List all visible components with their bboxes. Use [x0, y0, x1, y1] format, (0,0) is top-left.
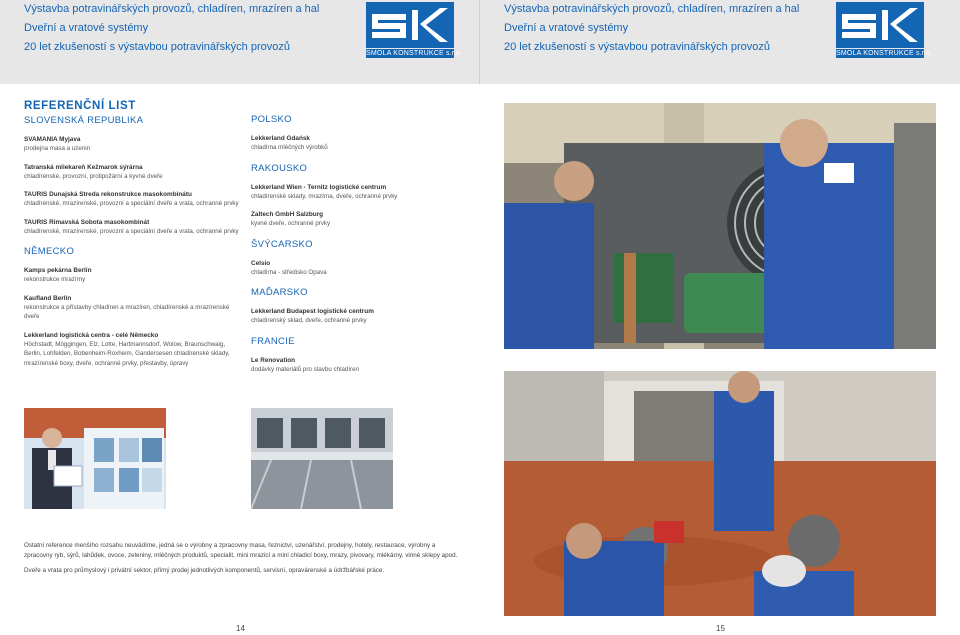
entry-name: TAURIS Rimavská Sobota masokombinát [24, 218, 150, 226]
tagline-line-3: 20 let zkušeností s výstavbou potravinářských provozů [24, 41, 290, 53]
entry-desc: chladírenský sklad, dveře, ochranné prvky [251, 317, 367, 324]
tagline-line-1: Výstavba potravinářských provozů, chladíren, mrazíren a hal [24, 3, 320, 15]
entry-name: Lekkerland Budapest logistické centrum [251, 308, 374, 315]
footnote-paragraph: Dveře a vrata pro průmyslový i privátní sektor, přímý prodej jednotlivých komponentů, servisní, opravárenské a údržbářské práce. [24, 567, 385, 574]
entry-desc: chladírenské, provozní, protipožární a kyvné dveře [24, 172, 163, 180]
reference-entry [24, 218, 239, 237]
country-section [251, 335, 486, 375]
country-heading: MAĎARSKO [251, 287, 308, 298]
entry-name: Tatranská mliekareň Kežmarok sýrárna [24, 163, 143, 171]
reference-entry [24, 190, 239, 209]
entry-desc: rekonstrukce a přístavby chladíren a mrazíren, chladírenské a mrazírenské dveře [24, 303, 230, 320]
entry-name: Lekkerland logistická centra - celé Německo [24, 331, 159, 339]
reference-entry [251, 183, 486, 202]
country-heading: RAKOUSKO [251, 162, 308, 174]
entry-name: Kaufland Berlín [24, 294, 72, 302]
entry-desc: chladírenské, mrazírenské, provozní a speciální dveře a vrata, ochranné prvky [24, 227, 239, 235]
reference-entry [24, 163, 239, 182]
entry-name: SVAMANIA Myjava [24, 136, 81, 143]
entry-desc: dodávky materiálů pro stavbu chladíren [251, 365, 359, 373]
country-section [24, 245, 239, 368]
entry-desc: chladírenské sklady, mrazírna, dveře, ochranné prvky [251, 192, 398, 200]
country-section [251, 238, 486, 278]
company-logo [366, 2, 463, 58]
reference-entry [24, 266, 239, 285]
reference-entry [251, 259, 486, 278]
sk-logo-icon [836, 2, 924, 48]
entry-desc: chladírna mléčných výrobků [251, 144, 328, 151]
tagline-line-1: Výstavba potravinářských provozů, chladíren, mrazíren a hal [504, 3, 800, 15]
photo-man-with-brochures [24, 408, 166, 509]
reference-entry [24, 331, 239, 369]
reference-column-left [24, 98, 239, 377]
photo-compressor-workers-icon [504, 103, 936, 349]
tagline-line-2: Dveřní a vratové systémy [504, 22, 629, 34]
reference-entry [251, 307, 486, 326]
photo-loading-docks [251, 408, 393, 509]
entry-desc: chladírna - středisko Opava [251, 268, 327, 276]
page-number-left: 14 [236, 624, 245, 633]
country-section [251, 286, 486, 326]
country-heading: SLOVENSKÁ REPUBLIKA [24, 115, 144, 126]
footnote [24, 541, 464, 581]
photo-floor-construction-works [504, 371, 936, 616]
entry-name: Le Renovation [251, 356, 296, 364]
footnote-paragraph: Ostatní reference menšího rozsahu neuvádíme, jedná se o výrobny a zpracovny masa, řeznictví, uzenářství, prodejny, hotely, restaurace, výrobny a zpracovny ryb, sýrů, lahůdek, ovoce, zeleniny, mléčných produktů, specialit, mini mrazicí a mini chladicí boxy, mrazy, pivovary, mlékárny, vinné sklepy apod. [24, 542, 458, 559]
entry-name: Lekkerland Gdańsk [251, 135, 310, 142]
header-tagline [24, 0, 319, 57]
country-section [24, 114, 239, 236]
country-section [251, 162, 486, 229]
entry-name: Celsio [251, 259, 271, 267]
entry-name: Kamps pekárna Berlín [24, 267, 92, 274]
reference-entry [251, 134, 486, 153]
logo-caption: SMOLA KONSTRUKCE s.r.o. [366, 50, 463, 57]
photo-brochure-stand-icon [24, 408, 166, 509]
tagline-line-3: 20 let zkušeností s výstavbou potravinářských provozů [504, 41, 770, 53]
header-right [480, 0, 960, 84]
page-number-right: 15 [716, 624, 725, 633]
reference-column-middle [251, 113, 486, 383]
company-logo [836, 2, 933, 58]
photo-floor-workers-icon [504, 371, 936, 616]
country-heading: ŠVÝCARSKO [251, 238, 313, 250]
country-heading: NĚMECKO [24, 246, 75, 257]
entry-desc: Höchstadt, Möggingen, Elz, Lotte, Hartmannsdorf, Wolow, Braunschwaig, Berlin, Lohfelden, Bobenheim-Roxheim, Gandersesen chladírenské sklady, mrazírenské boxy, dveře, ochranné prvky, přestavby, úpravy [24, 340, 230, 367]
sk-logo-icon [366, 2, 454, 48]
reference-entry [251, 356, 486, 375]
reference-entry [24, 135, 239, 154]
header-left [0, 0, 480, 84]
reference-entry [24, 294, 239, 322]
entry-name: Lekkerland Wien - Ternitz logistické centrum [251, 183, 387, 191]
country-heading: FRANCIE [251, 335, 295, 347]
entry-desc: chladírenské, mrazírenské, provozní a speciální dveře a vrata, ochranné prvky [24, 200, 239, 207]
entry-desc: prodejna masa a uzenin [24, 145, 91, 152]
photo-technicians-refrigeration-unit [504, 103, 936, 349]
entry-name: Zaltech GmbH Salzburg [251, 211, 324, 218]
page-title: REFERENČNÍ LIST [24, 100, 136, 112]
entry-name: TAURIS Dunajská Streda rekonstrukce masokombinátu [24, 191, 192, 198]
entry-desc: kyvné dveře, ochranné prvky [251, 220, 331, 227]
entry-desc: rekonstrukce mrazírny [24, 276, 86, 283]
logo-caption: SMOLA KONSTRUKCE s.r.o. [836, 50, 933, 57]
tagline-line-2: Dveřní a vratové systémy [24, 22, 149, 34]
country-section [251, 113, 486, 153]
reference-entry [251, 210, 486, 229]
header-tagline [504, 0, 799, 57]
photo-dock-doors-icon [251, 408, 393, 509]
country-heading: POLSKO [251, 114, 292, 125]
